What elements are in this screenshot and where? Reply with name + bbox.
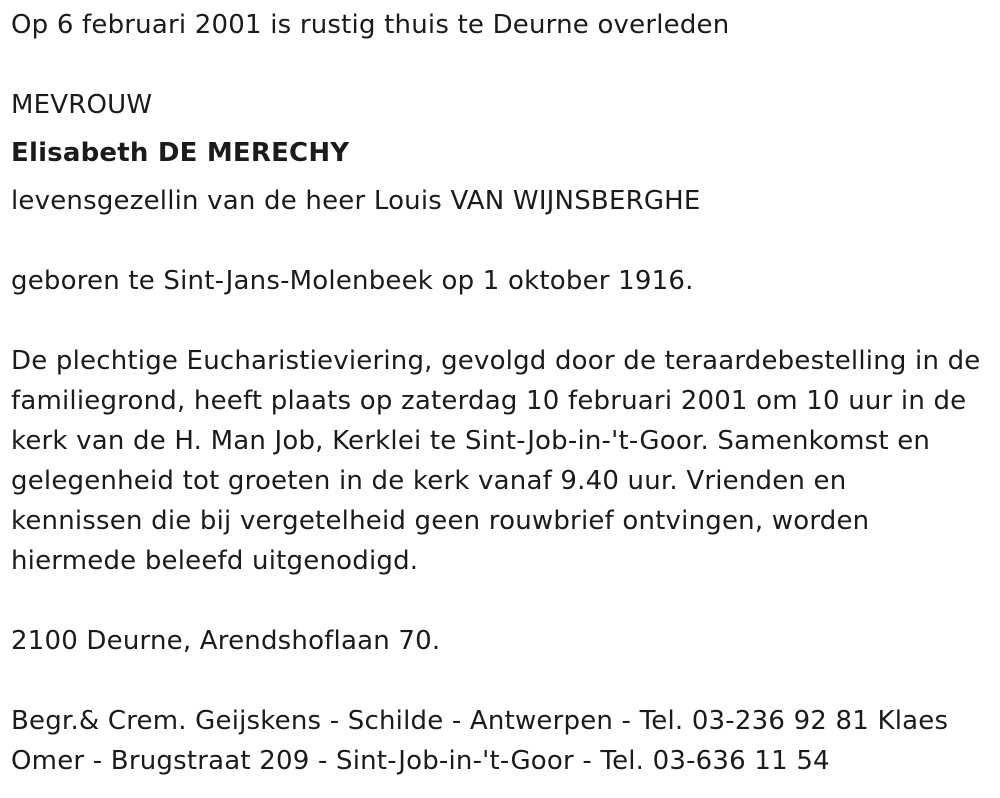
- undertaker-line: Begr.& Crem. Geijskens - Schilde - Antwerpen - Tel. 03-236 92 81 Klaes: [11, 706, 949, 736]
- salutation: MEVROUW: [11, 90, 153, 120]
- ceremony-line: kennissen die bij vergetelheid geen rouwbrief ontvingen, worden: [11, 506, 870, 536]
- ceremony-line: De plechtige Eucharistieviering, gevolgd door de teraardebestelling in de: [11, 346, 981, 376]
- address-line: 2100 Deurne, Arendshoflaan 70.: [11, 626, 441, 656]
- ceremony-line: gelegenheid tot groeten in de kerk vanaf 9.40 uur. Vrienden en: [11, 466, 847, 496]
- undertaker-line: Omer - Brugstraat 209 - Sint-Job-in-'t-Goor - Tel. 03-636 11 54: [11, 746, 830, 776]
- ceremony-line: hiermede beleefd uitgenodigd.: [11, 546, 419, 576]
- ceremony-line: kerk van de H. Man Job, Kerklei te Sint-Job-in-'t-Goor. Samenkomst en: [11, 426, 931, 456]
- intro-line: Op 6 februari 2001 is rustig thuis te Deurne overleden: [11, 10, 730, 40]
- relation-line: levensgezellin van de heer Louis VAN WIJNSBERGHE: [11, 186, 701, 216]
- deceased-name: Elisabeth DE MERECHY: [11, 138, 350, 168]
- birth-line: geboren te Sint-Jans-Molenbeek op 1 oktober 1916.: [11, 266, 694, 296]
- ceremony-line: familiegrond, heeft plaats op zaterdag 10 februari 2001 om 10 uur in de: [11, 386, 967, 416]
